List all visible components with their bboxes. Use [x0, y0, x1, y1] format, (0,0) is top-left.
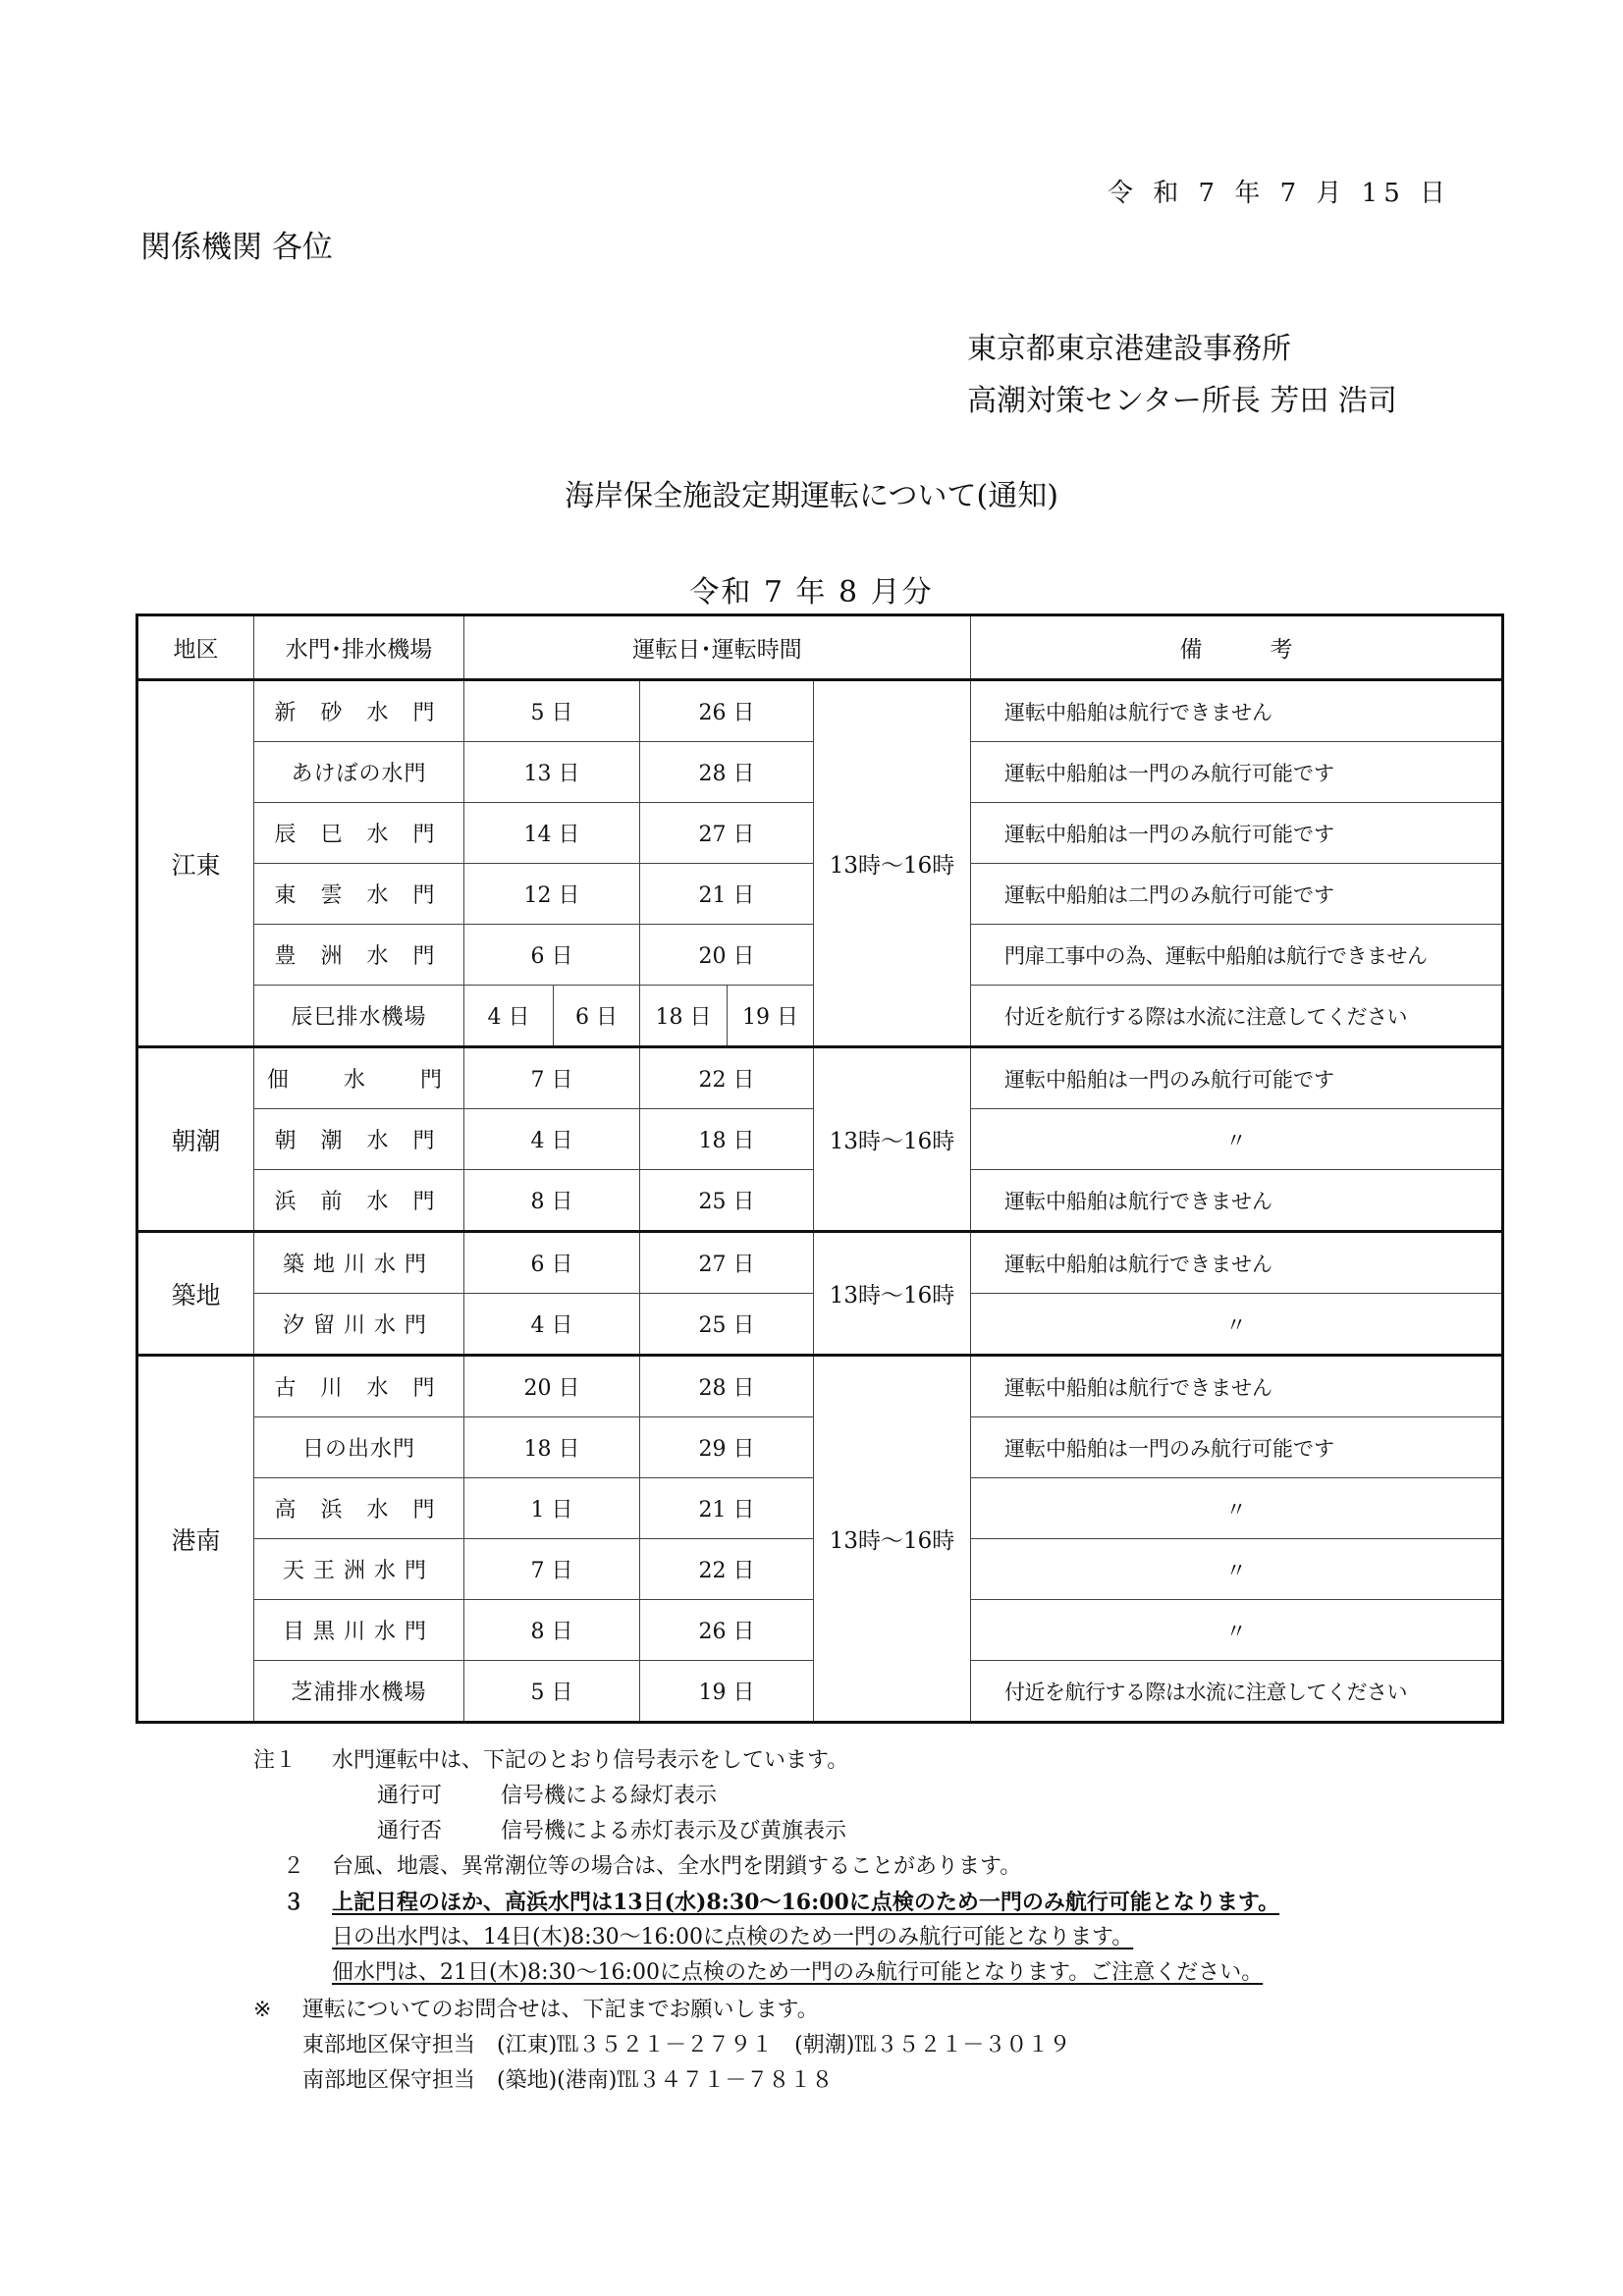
header-row: [137, 615, 1503, 680]
note-1-label: 注１: [253, 1748, 298, 1773]
region-cell: 港南: [137, 1356, 254, 1723]
schedule-table: [135, 614, 1504, 1724]
run-time-cell: 13時～16時: [814, 1356, 971, 1723]
table-row: [137, 1047, 1503, 1109]
region-cell: 江東: [137, 680, 254, 1047]
note-3-text-a: 上記日程のほか、高浜水門は13日(水)8:30～16:00に点検のため一門のみ航行可能となります。: [332, 1890, 1280, 1915]
sender-name: 高潮対策センター所長 芳田 浩司: [967, 384, 1397, 418]
signal-pass-label: 通行可: [377, 1784, 443, 1808]
document-date: 令 和 7 年 7 月 15 日: [1108, 179, 1452, 208]
facility-cell: 朝 潮 水 門: [254, 1109, 464, 1170]
facility-cell: 目黒川水門: [254, 1600, 464, 1661]
run-day-cell: 13 日: [464, 742, 640, 803]
note-1-text: 水門運転中は、下記のとおり信号表示をしています。: [332, 1748, 849, 1773]
run-day-cell: 20 日: [640, 925, 814, 986]
remark-cell: 運転中船舶は航行できません: [971, 1170, 1503, 1232]
facility-cell: 辰巳排水機場: [254, 986, 464, 1047]
run-day-cell: 4 日: [464, 986, 554, 1047]
remark-cell: 運転中船舶は一門のみ航行可能です: [971, 742, 1503, 803]
run-day-cell: 18 日: [640, 986, 728, 1047]
note-3-label: ３: [283, 1890, 305, 1915]
run-day-cell: 4 日: [464, 1109, 640, 1170]
contact-text: 運転についてのお問合せは、下記までお願いします。: [302, 1998, 819, 2022]
run-day-cell: 21 日: [640, 864, 814, 925]
remark-cell: 〃: [971, 1539, 1503, 1600]
remark-cell: 〃: [971, 1294, 1503, 1356]
facility-cell: 新 砂 水 門: [254, 680, 464, 742]
run-day-cell: 25 日: [640, 1170, 814, 1232]
run-day-cell: 27 日: [640, 803, 814, 864]
header-remarks: 備 考: [971, 615, 1503, 680]
run-day-cell: 26 日: [640, 1600, 814, 1661]
facility-cell: 高 浜 水 門: [254, 1478, 464, 1539]
remark-cell: 付近を航行する際は水流に注意してください: [971, 986, 1503, 1047]
run-day-cell: 18 日: [464, 1417, 640, 1478]
facility-cell: 天王洲水門: [254, 1539, 464, 1600]
run-time-cell: 13時～16時: [814, 1232, 971, 1356]
run-day-cell: 25 日: [640, 1294, 814, 1356]
run-day-cell: 20 日: [464, 1356, 640, 1417]
remark-cell: 運転中船舶は航行できません: [971, 680, 1503, 742]
run-day-cell: 5 日: [464, 1661, 640, 1723]
header-schedule: 運転日･運転時間: [464, 615, 971, 680]
addressee: 関係機関 各位: [140, 230, 333, 265]
note-3-text-c: 佃水門は、21日(木)8:30～16:00に点検のため一門のみ航行可能となります。ご注意ください。: [332, 1960, 1264, 1985]
run-day-cell: 6 日: [554, 986, 640, 1047]
contact-south: 南部地区保守担当 (築地)(港南)℡３４７１－７８１８: [302, 2068, 834, 2093]
note-3-text-b: 日の出水門は、14日(木)8:30～16:00に点検のため一門のみ航行可能となります。: [332, 1925, 1134, 1949]
run-day-cell: 1 日: [464, 1478, 640, 1539]
run-day-cell: 19 日: [640, 1661, 814, 1723]
facility-cell: 芝浦排水機場: [254, 1661, 464, 1723]
facility-cell: 浜 前 水 門: [254, 1170, 464, 1232]
run-day-cell: 6 日: [464, 1232, 640, 1294]
remark-cell: 運転中船舶は二門のみ航行可能です: [971, 864, 1503, 925]
remark-cell: 運転中船舶は航行できません: [971, 1232, 1503, 1294]
contact-mark: ※: [253, 1998, 272, 2022]
remark-cell: 運転中船舶は一門のみ航行可能です: [971, 1417, 1503, 1478]
run-time-cell: 13時～16時: [814, 1047, 971, 1232]
facility-cell: 汐留川水門: [254, 1294, 464, 1356]
facility-cell: 豊 洲 水 門: [254, 925, 464, 986]
header-region: 地区: [137, 615, 254, 680]
header-facility: 水門･排水機場: [254, 615, 464, 680]
run-day-cell: 12 日: [464, 864, 640, 925]
facility-cell: 古 川 水 門: [254, 1356, 464, 1417]
signal-pass-text: 信号機による緑灯表示: [501, 1784, 718, 1808]
run-day-cell: 4 日: [464, 1294, 640, 1356]
run-day-cell: 22 日: [640, 1539, 814, 1600]
table-row: [137, 1356, 1503, 1417]
run-day-cell: 8 日: [464, 1600, 640, 1661]
region-cell: 朝潮: [137, 1047, 254, 1232]
facility-cell: 日の出水門: [254, 1417, 464, 1478]
run-day-cell: 18 日: [640, 1109, 814, 1170]
remark-cell: 付近を航行する際は水流に注意してください: [971, 1661, 1503, 1723]
remark-cell: 〃: [971, 1478, 1503, 1539]
note-2-text: 台風、地震、異常潮位等の場合は、全水門を閉鎖することがあります。: [332, 1854, 1022, 1879]
facility-cell: 東 雲 水 門: [254, 864, 464, 925]
contact-east: 東部地区保守担当 (江東)℡３５２１－２７９１ (朝潮)℡３５２１－３０１９: [302, 2033, 1071, 2057]
facility-cell: 辰 巳 水 門: [254, 803, 464, 864]
remark-cell: 運転中船舶は航行できません: [971, 1356, 1503, 1417]
region-cell: 築地: [137, 1232, 254, 1356]
month-label: 令和 7 年 8 月分: [689, 575, 934, 610]
run-day-cell: 28 日: [640, 1356, 814, 1417]
remark-cell: 門扉工事中の為、運転中船舶は航行できません: [971, 925, 1503, 986]
table-row: [137, 680, 1503, 742]
run-day-cell: 28 日: [640, 742, 814, 803]
run-day-cell: 22 日: [640, 1047, 814, 1109]
schedule-table-body: [137, 615, 1503, 1723]
run-day-cell: 14 日: [464, 803, 640, 864]
remark-cell: 〃: [971, 1109, 1503, 1170]
signal-stop-label: 通行否: [377, 1819, 443, 1843]
run-day-cell: 26 日: [640, 680, 814, 742]
document-title: 海岸保全施設定期運転について(通知): [565, 479, 1058, 513]
facility-cell: あけぼの水門: [254, 742, 464, 803]
table-row: [137, 1232, 1503, 1294]
note-2-label: ２: [283, 1854, 305, 1879]
run-day-cell: 6 日: [464, 925, 640, 986]
run-day-cell: 8 日: [464, 1170, 640, 1232]
signal-stop-text: 信号機による赤灯表示及び黄旗表示: [501, 1819, 847, 1843]
facility-cell: 築地川水門: [254, 1232, 464, 1294]
sender-organization: 東京都東京港建設事務所: [967, 332, 1291, 366]
run-day-cell: 21 日: [640, 1478, 814, 1539]
run-day-cell: 7 日: [464, 1539, 640, 1600]
remark-cell: 運転中船舶は一門のみ航行可能です: [971, 1047, 1503, 1109]
run-time-cell: 13時～16時: [814, 680, 971, 1047]
remark-cell: 運転中船舶は一門のみ航行可能です: [971, 803, 1503, 864]
run-day-cell: 29 日: [640, 1417, 814, 1478]
run-day-cell: 19 日: [728, 986, 814, 1047]
run-day-cell: 7 日: [464, 1047, 640, 1109]
facility-cell: 佃 水 門: [254, 1047, 464, 1109]
run-day-cell: 5 日: [464, 680, 640, 742]
run-day-cell: 27 日: [640, 1232, 814, 1294]
remark-cell: 〃: [971, 1600, 1503, 1661]
